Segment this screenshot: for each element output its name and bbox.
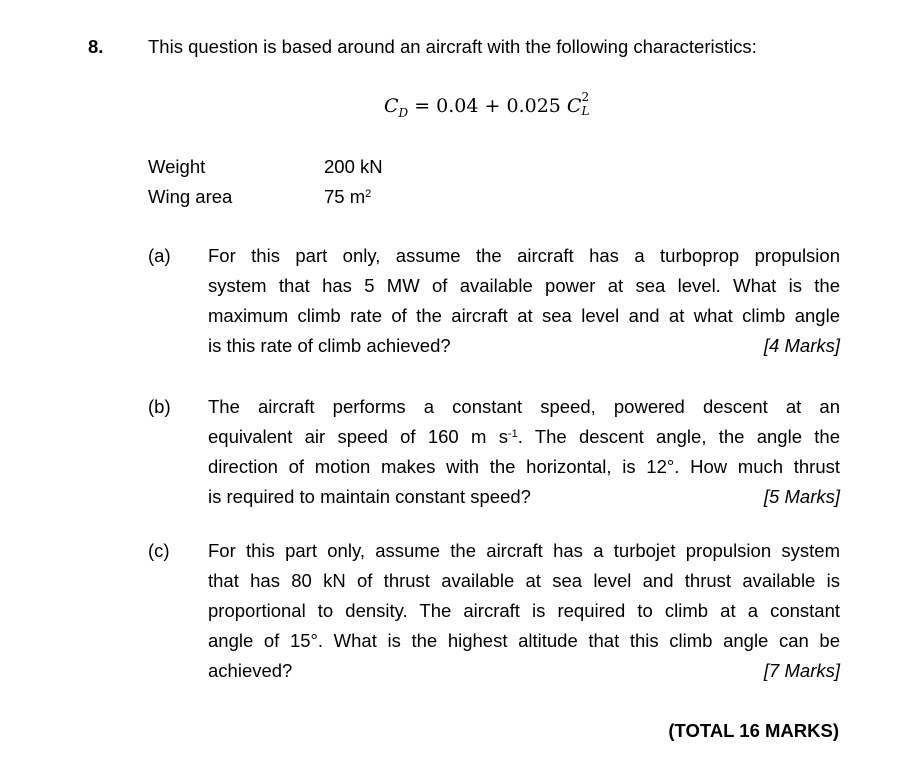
part-c-line-4: angle of 15°. What is the highest altitude that this climb angle can be — [208, 630, 840, 651]
part-b-line-1: The aircraft performs a constant speed, powered descent at an — [208, 396, 840, 417]
part-c-line-5-text: achieved? — [208, 660, 293, 681]
part-a-letter: (a) — [148, 245, 171, 266]
part-b-line-2-exponent: -1 — [507, 428, 518, 440]
part-b-text — [208, 392, 840, 512]
weight-value: 200 kN — [324, 156, 383, 177]
eq-lhs-subscript: D — [398, 106, 409, 120]
question-number: 8. — [88, 36, 104, 57]
part-c-line-2: that has 80 kN of thrust available at sea level and thrust available is — [208, 570, 840, 591]
eq-term-subscript: L — [581, 104, 590, 118]
weight-label: Weight — [148, 156, 206, 177]
total-marks: (TOTAL 16 MARKS) — [668, 720, 839, 741]
part-a-line-4 — [208, 331, 840, 361]
part-b-line-2 — [208, 422, 840, 452]
part-c-text — [208, 536, 840, 686]
eq-term: C — [566, 95, 582, 117]
part-b-line-2-post: . The descent angle, the angle the — [517, 426, 840, 447]
part-c-line-3: proportional to density. The aircraft is required to climb at a constant — [208, 600, 840, 621]
part-a-line-1: For this part only, assume the aircraft has a turboprop propulsion — [208, 245, 840, 266]
part-b-letter: (b) — [148, 396, 171, 417]
part-b-line-2-pre: equivalent air speed of 160 m s — [208, 426, 508, 447]
part-c-letter: (c) — [148, 540, 170, 561]
part-c-line-1: For this part only, assume the aircraft has a turbojet propulsion system — [208, 540, 840, 561]
question-intro: This question is based around an aircraft with the following characteristics: — [148, 36, 757, 57]
part-a-line-3: maximum climb rate of the aircraft at sea level and at what climb angle — [208, 305, 840, 326]
part-a-line-2: system that has 5 MW of available power at sea level. What is the — [208, 275, 840, 296]
part-c-line-5 — [208, 656, 840, 686]
part-b-marks: [5 Marks] — [763, 486, 840, 507]
part-a-line-4-text: is this rate of climb achieved? — [208, 335, 451, 356]
wing-area-label: Wing area — [148, 186, 233, 207]
part-c-marks: [7 Marks] — [763, 660, 840, 681]
part-b-line-4 — [208, 482, 840, 512]
part-b-line-3: direction of motion makes with the horizontal, is 12°. How much thrust — [208, 456, 840, 477]
eq-term-scripts — [581, 90, 591, 120]
part-a-text — [208, 241, 840, 361]
drag-polar-equation — [384, 90, 591, 120]
wing-area-number: 75 m — [324, 186, 366, 207]
eq-term-superscript: 2 — [581, 90, 590, 104]
part-a-marks: [4 Marks] — [763, 335, 840, 356]
part-b-line-4-text: is required to maintain constant speed? — [208, 486, 531, 507]
eq-rhs: = 0.04 + 0.025 — [414, 95, 567, 117]
wing-area-value — [324, 186, 371, 208]
eq-lhs: C — [384, 95, 399, 117]
wing-area-unit-exponent: 2 — [365, 188, 372, 200]
